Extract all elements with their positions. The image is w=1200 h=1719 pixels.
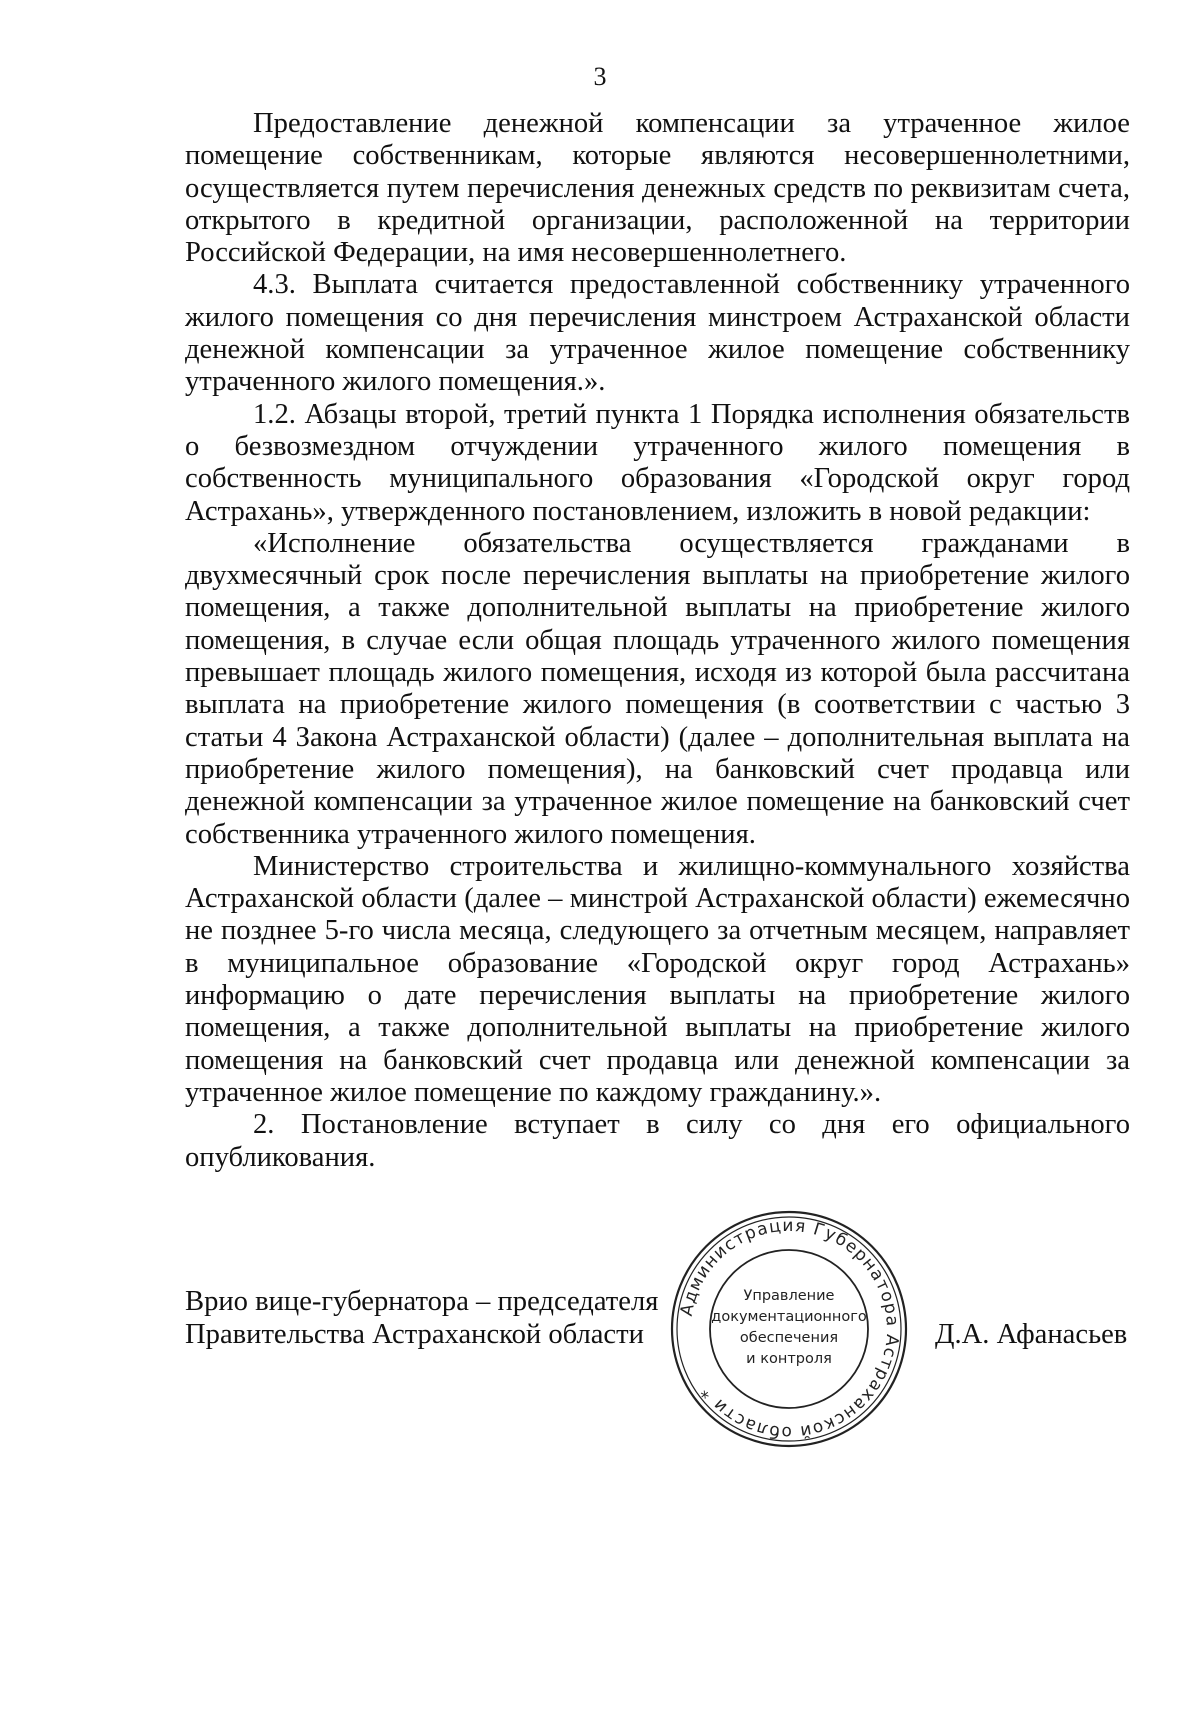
paragraph-4-3: 4.3. Выплата считается предоставленной собственнику утраченного жилого помещения со дня перечисления минстроем Астраханской области денежной компенсации за утраченное жилое помещение собственнику утраченного жилого помещения.».	[185, 269, 1130, 398]
seal-ring-text: Администрация Губернатора Астраханской области *	[676, 1215, 903, 1443]
paragraph-1-2: 1.2. Абзацы второй, третий пункта 1 Порядка исполнения обязательств о безвозмездном отчуждении утраченного жилого помещения в собственность муниципального образования «Городской округ город Астрахань», утвержденного постановлением, изложить в новой редакции:	[185, 398, 1130, 527]
paragraph-effective-date: 2. Постановление вступает в силу со дня его официального опубликования.	[185, 1109, 1130, 1173]
document-body	[185, 108, 1130, 1174]
page-number: 3	[593, 62, 607, 91]
signatory-name: Д.А. Афанасьев	[935, 1319, 1128, 1350]
seal-center-line-3: обеспечения	[739, 1330, 839, 1346]
seal-center-line-1: Управление	[743, 1288, 835, 1304]
signatory-position-line-2: Правительства Астраханской области	[185, 1319, 644, 1350]
paragraph-obligation-execution: «Исполнение обязательства осуществляется гражданами в двухмесячный срок после перечисления выплаты на приобретение жилого помещения, а также дополнительной выплаты на приобретение жилого помещения, в случае если общая площадь утраченного жилого помещения превышает площадь жилого помещения, исходя из которой была рассчитана выплата на приобретение жилого помещения (в соответствии с частью 3 статьи 4 Закона Астраханской области) (далее – дополнительная выплата на приобретение жилого помещения), на банковский счет продавца или денежной компенсации за утраченное жилое помещение на банковский счет собственника утраченного жилого помещения.	[185, 527, 1130, 850]
paragraph-compensation-minors: Предоставление денежной компенсации за утраченное жилое помещение собственникам, которые являются несовершеннолетними, осуществляется путем перечисления денежных средств по реквизитам счета, открытого в кредитной организации, расположенной на территории Российской Федерации, на имя несовершеннолетнего.	[185, 108, 1130, 269]
seal-center-line-4: и контроля	[746, 1351, 832, 1367]
official-seal-stamp	[668, 1208, 910, 1450]
signatory-position	[185, 1285, 658, 1351]
seal-center-line-2: документационного	[711, 1309, 867, 1325]
signatory-position-line-1: Врио вице-губернатора – председателя	[185, 1286, 659, 1317]
paragraph-ministry-reporting: Министерство строительства и жилищно-коммунального хозяйства Астраханской области (далее – минстрой Астраханской области) ежемесячно не позднее 5-го числа месяца, следующего за отчетным месяцем, направляет в муниципальное образование «Городской округ город Астрахань» информацию о дате перечисления выплаты на приобретение жилого помещения, а также дополнительной выплаты на приобретение жилого помещения на банковский счет продавца или денежной компенсации за утраченное жилое помещение по каждому гражданину.».	[185, 850, 1130, 1108]
